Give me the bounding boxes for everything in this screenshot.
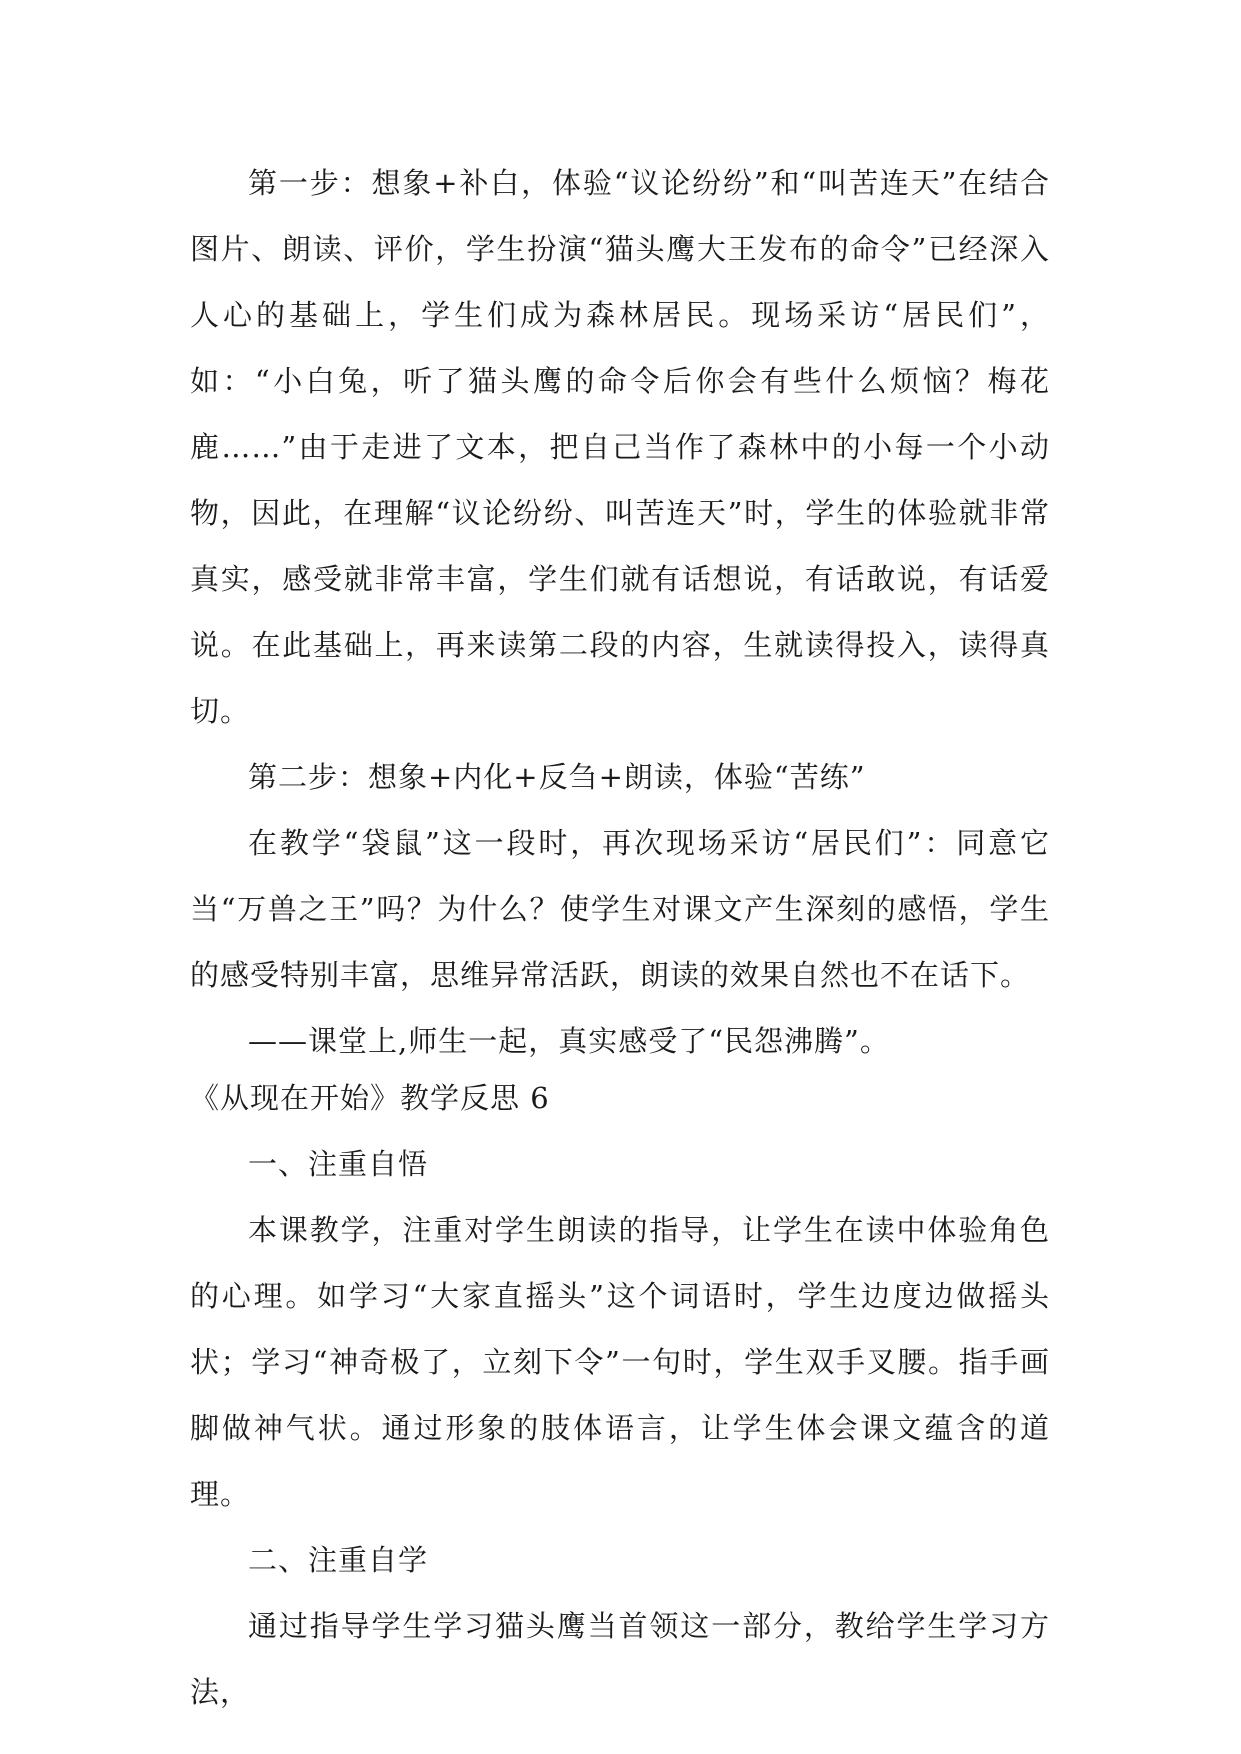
section-2-body (190, 1131, 1050, 1725)
subheading-self-study: 二、注重自学 (248, 1543, 429, 1577)
section-2-title: 《从现在开始》教学反思 6 (190, 1081, 550, 1115)
paragraph-conclusion: ——课堂上,师生一起，真实感受了“民怨沸腾”。 (248, 1024, 890, 1058)
paragraph-kangaroo: 在教学“袋鼠”这一段时，再次现场采访“居民们”：同意它当“万兽之王”吗？为什么？使学生对课文产生深刻的感悟，学生的感受特别丰富，思维异常活跃，朗读的效果自然也不在话下。 (190, 826, 1050, 992)
section-1-body (190, 150, 1050, 1074)
paragraph-reading-guidance: 本课教学，注重对学生朗读的指导，让学生在读中体验角色的心理。如学习“大家直摇头”这个词语时，学生边度边做摇头状；学习“神奇极了，立刻下令”一句时，学生双手叉腰。指手画脚做神气状。通过形象的肢体语言，让学生体会课文蕴含的道理。 (190, 1213, 1050, 1511)
paragraph-study-method: 通过指导学生学习猫头鹰当首领这一部分，教给学生学习方法， (190, 1609, 1050, 1709)
paragraph-step-two: 第二步：想象+内化+反刍+朗读，体验“苦练” (248, 760, 866, 794)
subheading-self-awareness: 一、注重自悟 (248, 1147, 429, 1181)
paragraph-step-one: 第一步：想象+补白，体验“议论纷纷”和“叫苦连天”在结合图片、朗读、评价，学生扮演“猫头鹰大王发布的命令”已经深入人心的基础上，学生们成为森林居民。现场采访“居民们”，如：“小白兔，听了猫头鹰的命令后你会有些什么烦恼？梅花鹿……”由于走进了文本，把自己当作了森林中的小每一个小动物，因此，在理解“议论纷纷、叫苦连天”时，学生的体验就非常真实，感受就非常丰富，学生们就有话想说，有话敢说，有话爱说。在此基础上，再来读第二段的内容，生就读得投入，读得真切。 (190, 166, 1050, 728)
